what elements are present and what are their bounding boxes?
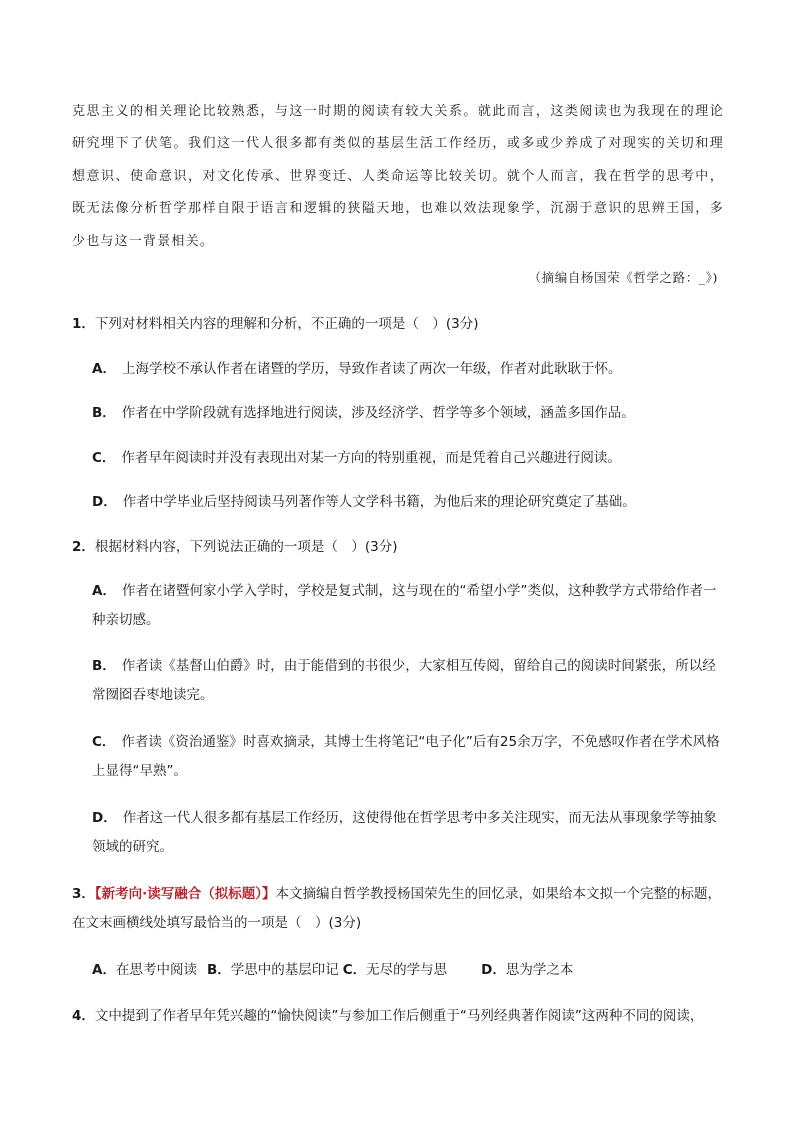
question-number: 1． (72, 316, 95, 332)
option-text: 在思考中阅读 (115, 962, 197, 978)
question-2-option-b (92, 652, 724, 710)
option-letter: A． (92, 361, 116, 377)
question-stem: 本文摘编自哲学教授杨国荣先生的回忆录，如果给本文拟一个完整的标题，在文末画横线处填写最恰当的一项是（ ）(3分) (72, 886, 722, 931)
question-stem: 根据材料内容，下列说法正确的一项是（ ）(3分) (94, 539, 398, 555)
option-letter: B． (206, 962, 231, 978)
option-text: 作者中学毕业后坚持阅读马列著作等人文学科书籍，为他后来的理论研究奠定了基础。 (122, 494, 636, 510)
option-text: 作者这一代人很多都有基层工作经历，这使得他在哲学思考中多关注现实，而无法从事现象学等抽象领域的研究。 (92, 810, 717, 855)
option-text: 作者在诸暨何家小学入学时，学校是复式制，这与现在的“希望小学”类似，这种教学方式带给作者一种亲切感。 (92, 583, 717, 628)
option-letter: A． (92, 962, 116, 978)
question-1-option-d (92, 488, 724, 517)
question-stem: 文中提到了作者早年凭兴趣的“愉快阅读”与参加工作后侧重于“马列经典著作阅读”这两种不同的阅读， (94, 1008, 704, 1024)
question-2-option-a (92, 577, 724, 635)
question-number: 3． (72, 886, 95, 902)
question-stem: 下列对材料相关内容的理解和分析，不正确的一项是（ ）(3分) (94, 316, 479, 332)
option-text: 作者读《资治通鉴》时喜欢摘录，其博士生将笔记“电子化”后有25余万字，不免感叹作者在学术风格上显得“早熟”。 (92, 734, 720, 779)
question-1-option-a (92, 355, 724, 384)
option-letter: C． (342, 962, 367, 978)
option-letter: A． (92, 583, 116, 599)
option-letter: B． (92, 405, 116, 421)
option-text: 无尽的学与思 (366, 962, 448, 978)
question-3 (72, 880, 724, 938)
question-2 (72, 533, 724, 562)
question-1-option-b (92, 399, 724, 428)
option-text: 作者读《基督山伯爵》时，由于能借到的书很少，大家相互传阅，留给自己的阅读时间紧张，所以经常囫囵吞枣地读完。 (92, 658, 716, 703)
option-letter: D． (481, 962, 506, 978)
option-text: 上海学校不承认作者在诸暨的学历，导致作者读了两次一年级，作者对此耿耿于怀。 (121, 361, 622, 377)
option-letter: B． (92, 658, 116, 674)
option-letter: D． (92, 494, 117, 510)
question-1-option-c (92, 444, 724, 473)
reading-passage (72, 96, 724, 258)
passage-paragraph: 克思主义的相关理论比较熟悉，与这一时期的阅读有较大关系。就此而言，这类阅读也为我现在的理论研究埋下了伏笔。我们这一代人很多都有类似的基层生活工作经历，或多或少养成了对现实的关切和理想意识、使命意识，对文化传承、世界变迁、人类命运等比较关切。就个人而言，我在哲学的思考中，既无法像分析哲学那样自限于语言和逻辑的狭隘天地，也难以效法现象学，沉溺于意识的思辨王国，多少也与这一背景相关。 (72, 104, 724, 249)
option-letter: D． (92, 810, 117, 826)
option-text: 学思中的基层印记 (230, 962, 339, 978)
question-number: 2． (72, 539, 95, 555)
question-number: 4． (72, 1008, 95, 1024)
option-text: 作者早年阅读时并没有表现出对某一方向的特别重视，而是凭着自己兴趣进行阅读。 (121, 450, 621, 466)
passage-source: （摘编自杨国荣《哲学之路：_》) (528, 270, 718, 285)
option-letter: C． (92, 734, 116, 750)
question-4 (72, 1002, 724, 1031)
option-text: 作者在中学阶段就有选择地进行阅读，涉及经济学、哲学等多个领域，涵盖多国作品。 (121, 405, 635, 421)
question-2-option-d (92, 804, 724, 862)
question-3-options (92, 956, 573, 985)
question-2-option-c (92, 728, 724, 786)
question-tag: 【新考向·读写融合（拟标题）】 (94, 886, 276, 902)
option-text: 思为学之本 (505, 962, 574, 978)
question-1 (72, 310, 724, 339)
option-letter: C． (92, 450, 116, 466)
